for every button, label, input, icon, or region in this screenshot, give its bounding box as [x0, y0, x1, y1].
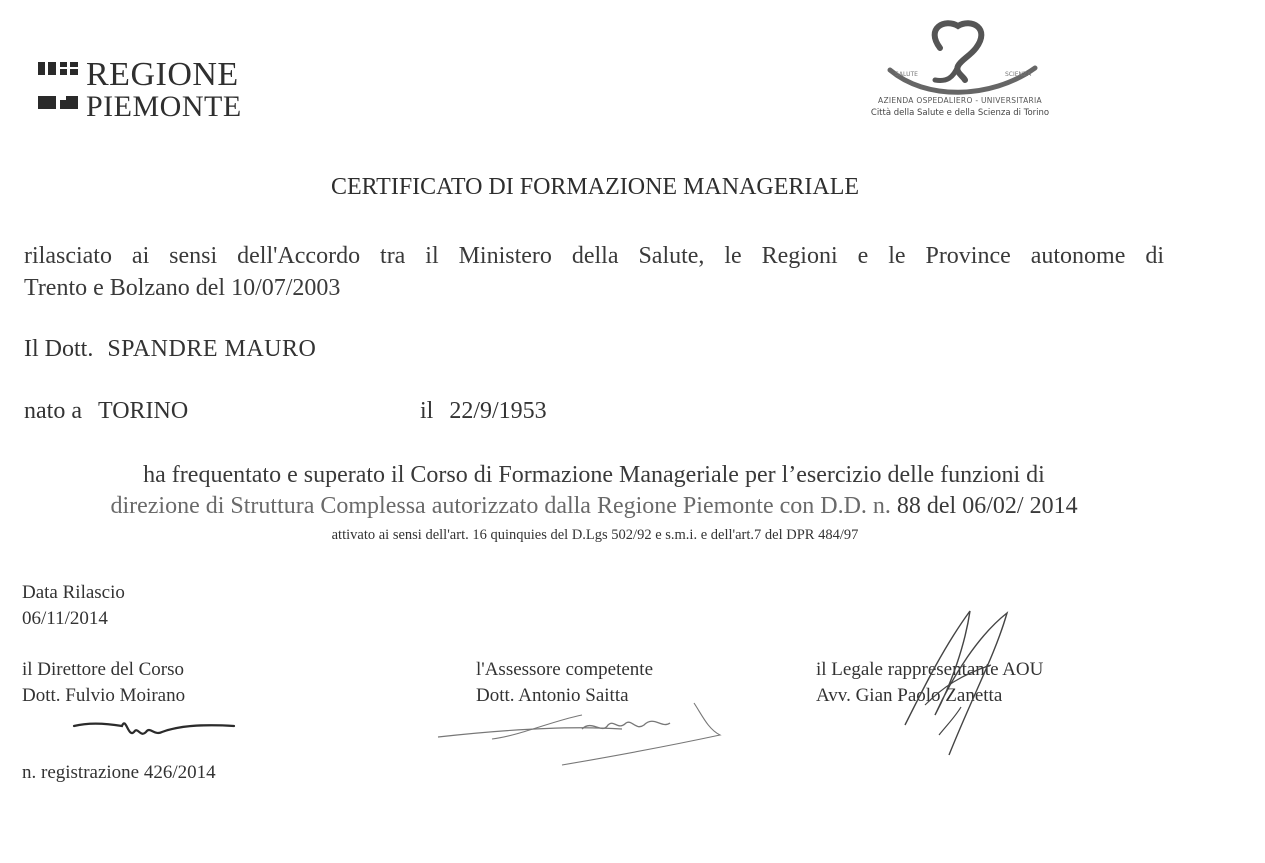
course-line-2-a: direzione di Struttura Complessa autorizzato dalla Regione Piemonte con D.D. n.: [110, 493, 891, 519]
hospital-emblem-icon: [855, 18, 1065, 98]
certificate-title: CERTIFICATO DI FORMAZIONE MANAGERIALE: [330, 174, 860, 200]
signatory-name: Avv. Gian Paolo Zanetta: [816, 685, 1003, 706]
flag-icon: [38, 62, 56, 75]
issue-block: [22, 580, 125, 632]
signatory-role: il Direttore del Corso: [22, 659, 184, 680]
signatory-course-director: [22, 657, 185, 709]
birth-place-row: [24, 398, 188, 425]
flag-icon: [60, 96, 78, 109]
signature-saitta: [432, 695, 732, 770]
logo-text-regione: REGIONE: [86, 56, 239, 93]
certificate-intro: [24, 240, 1164, 304]
signatory-name: Dott. Fulvio Moirano: [22, 685, 186, 706]
birth-date: 22/9/1953: [449, 398, 547, 424]
signatory-role: l'Assessore competente: [476, 659, 654, 680]
signatory-name: Dott. Antonio Saitta: [476, 685, 629, 706]
logo-text-piemonte: PIEMONTE: [86, 90, 242, 123]
intro-line-2: Trento e Bolzano del 10/07/2003: [24, 275, 341, 301]
birth-prefix: nato a: [24, 398, 82, 424]
birth-date-prefix: il: [420, 398, 434, 424]
arc-left-text: SALUTE: [895, 71, 918, 78]
hospital-name-line2: Città della Salute e della Scienza di Torino: [870, 108, 1050, 118]
holder-name: SPANDRE MAURO: [107, 336, 317, 362]
signature-moirano: [70, 712, 240, 752]
course-line-2-b: 88 del 06/02/ 2014: [896, 493, 1078, 519]
course-statement: [24, 460, 1164, 522]
holder-row: [24, 336, 316, 363]
signature-zanetta: [895, 605, 1025, 760]
birth-date-row: [420, 398, 547, 425]
signatory-role: il Legale rappresentante AOU: [816, 659, 1044, 680]
regione-piemonte-logo: [38, 56, 278, 122]
flag-icon: [38, 96, 56, 109]
course-line-1: ha frequentato e superato il Corso di Formazione Manageriale per l’esercizio delle funzioni di: [143, 462, 1045, 488]
arc-right-text: SCIENZA: [1005, 71, 1032, 78]
issue-date: 06/11/2014: [22, 608, 108, 629]
intro-line-1: rilasciato ai sensi dell'Accordo tra il Ministero della Salute, le Regioni e le Province autonome di: [24, 243, 1164, 269]
hospital-name-line1: AZIENDA OSPEDALIERO - UNIVERSITARIA: [878, 96, 1042, 105]
issue-label: Data Rilascio: [22, 582, 125, 603]
course-line-2: [24, 491, 1164, 522]
registration-number: n. registrazione 426/2014: [22, 762, 216, 783]
holder-prefix: Il Dott.: [24, 336, 94, 362]
birth-place: TORINO: [97, 398, 189, 424]
legal-note: attivato ai sensi dell'art. 16 quinquies del D.Lgs 502/92 e s.m.i. e dell'art.7 del DPR 484/97: [331, 527, 859, 543]
hospital-logo: [855, 18, 1065, 128]
flag-icon: [60, 62, 78, 75]
